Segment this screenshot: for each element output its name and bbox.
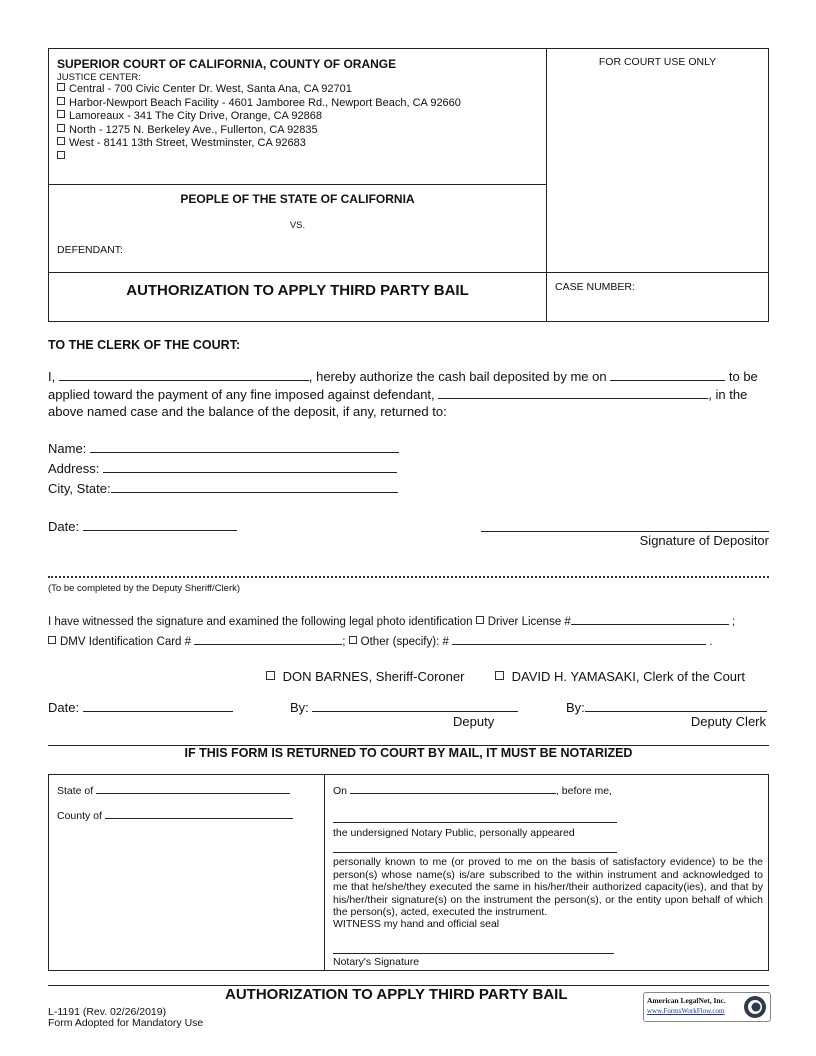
address-row: Address: (48, 460, 397, 476)
driver-license-checkbox[interactable] (476, 616, 484, 624)
notary-signature-field[interactable] (333, 953, 614, 954)
semicolon: ; (342, 636, 346, 648)
county-of-field[interactable] (105, 808, 293, 819)
to-clerk-heading: TO THE CLERK OF THE COURT: (48, 338, 241, 352)
by-deputy-row: By: (290, 699, 518, 715)
deputy-label: Deputy (453, 714, 495, 729)
case-number-label: CASE NUMBER: (555, 281, 635, 293)
on-row: On , before me, (333, 785, 612, 797)
deputy-clerk-label: Deputy Clerk (690, 714, 766, 729)
center-option-lamoreaux[interactable]: Lamoreaux - 341 The City Drive, Orange, CA 92868 (57, 110, 461, 124)
justice-center-list (57, 83, 461, 164)
sheriff-option[interactable]: DON BARNES, Sheriff-Coroner (266, 669, 464, 684)
notary-signature-label: Notary's Signature (333, 956, 420, 968)
checkbox-icon[interactable] (57, 137, 65, 145)
other-id-field[interactable] (452, 632, 706, 645)
center-option-north[interactable]: North - 1275 N. Berkeley Ave., Fullerton, CA 92835 (57, 124, 461, 138)
center-option-harbor[interactable]: Harbor-Newport Beach Facility - 4601 Jamboree Rd., Newport Beach, CA 92660 (57, 97, 461, 111)
court-name: SUPERIOR COURT OF CALIFORNIA, COUNTY OF ORANGE (57, 57, 397, 71)
dmv-card-field[interactable] (194, 632, 342, 645)
signature-depositor-label: Signature of Depositor (639, 533, 769, 548)
period: . (709, 636, 713, 648)
defendant-name-field[interactable] (438, 386, 708, 399)
date-field[interactable] (83, 518, 237, 531)
checkbox-icon[interactable] (57, 124, 65, 132)
court-use-only-label: FOR COURT USE ONLY (598, 56, 717, 68)
by-clerk-row: By: (566, 699, 767, 715)
caption-divider-1 (48, 184, 547, 185)
address-field[interactable] (103, 460, 397, 473)
name-field[interactable] (90, 440, 399, 453)
name-row: Name: (48, 440, 399, 456)
form-number: L-1191 (Rev. 02/26/2019) (48, 1006, 167, 1018)
city-state-row: City, State: (48, 480, 398, 496)
deputy-signature-field[interactable] (312, 699, 518, 712)
center-option-west[interactable]: West - 8141 13th Street, Westminster, CA 92683 (57, 137, 461, 151)
witness-seal-text: WITNESS my hand and official seal (333, 918, 500, 930)
authorization-line-1: I, , hereby authorize the cash bail deposited by me on to be (48, 369, 758, 384)
state-of-row: State of (57, 783, 290, 797)
driver-license-field[interactable] (571, 612, 729, 625)
witness-line-1: I have witnessed the signature and examined the following legal photo identification Driver License # ; (48, 612, 735, 628)
notary-date-field[interactable] (350, 783, 556, 794)
sheriff-checkbox[interactable] (266, 671, 275, 680)
county-of-row: County of (57, 808, 293, 822)
checkbox-icon[interactable] (57, 83, 65, 91)
semicolon: ; (732, 616, 736, 628)
checkbox-icon[interactable] (57, 97, 65, 105)
footer-title: AUTHORIZATION TO APPLY THIRD PARTY BAIL (225, 986, 568, 1003)
center-option-other[interactable] (57, 151, 461, 165)
date-row: Date: (48, 518, 237, 534)
depositor-name-field[interactable] (59, 368, 309, 381)
undersigned-text: the undersigned Notary Public, personally appeared (333, 827, 575, 839)
authorization-line-2: applied toward the payment of any fine imposed against defendant, , in the (48, 387, 748, 402)
appeared-name-field[interactable] (333, 852, 617, 853)
legalnet-logo[interactable] (643, 992, 771, 1022)
logo-circle-icon (743, 995, 767, 1019)
center-option-central[interactable]: Central - 700 Civic Center Dr. West, Santa Ana, CA 92701 (57, 83, 461, 97)
vs-label: VS. (289, 220, 306, 231)
authorization-line-3: above named case and the balance of the deposit, if any, returned to: (48, 404, 447, 419)
deputy-note: (To be completed by the Deputy Sheriff/Clerk) (48, 583, 241, 594)
dotted-separator (48, 576, 769, 578)
logo-company-name: American LegalNet, Inc. (647, 996, 726, 1005)
defendant-label: DEFENDANT: (57, 244, 123, 256)
city-state-field[interactable] (111, 480, 398, 493)
caption-divider-2 (48, 272, 769, 273)
notary-name-field[interactable] (333, 822, 617, 823)
notary-divider (324, 774, 325, 971)
clerk-checkbox[interactable] (495, 671, 504, 680)
witness-line-2: DMV Identification Card # ; Other (specify): # . (48, 632, 712, 648)
date2-row: Date: (48, 699, 233, 715)
logo-url: www.FormsWorkFlow.com (647, 1007, 725, 1015)
dmv-card-checkbox[interactable] (48, 636, 56, 644)
state-of-field[interactable] (96, 783, 290, 794)
date2-field[interactable] (83, 699, 233, 712)
form-title: AUTHORIZATION TO APPLY THIRD PARTY BAIL (126, 282, 469, 299)
justice-center-label: JUSTICE CENTER: (57, 72, 141, 83)
deposit-date-field[interactable] (610, 368, 725, 381)
checkbox-icon[interactable] (57, 110, 65, 118)
deputy-clerk-signature-field[interactable] (585, 699, 767, 712)
depositor-signature-field[interactable] (481, 531, 769, 532)
clerk-option[interactable]: DAVID H. YAMASAKI, Clerk of the Court (495, 669, 745, 684)
checkbox-icon[interactable] (57, 151, 65, 159)
other-id-checkbox[interactable] (349, 636, 357, 644)
personally-known-text: personally known to me (or proved to me on the basis of satisfactory evidence) to be the person(s) whose name(s) is/are subscribed to the within instrument and acknowledged to me that he/she/they executed the same in his/her/their authorized capacity(ies), and that by his/her/their signature(s) on the instrument the person(s), or the entity upon behalf of which the person(s), acted, executed the instrument. (333, 856, 763, 918)
form-adopted: Form Adopted for Mandatory Use (48, 1017, 204, 1029)
people-label: PEOPLE OF THE STATE OF CALIFORNIA (180, 192, 415, 206)
caption-divider-vertical (546, 48, 547, 322)
notarize-heading: IF THIS FORM IS RETURNED TO COURT BY MAIL, IT MUST BE NOTARIZED (184, 746, 633, 760)
